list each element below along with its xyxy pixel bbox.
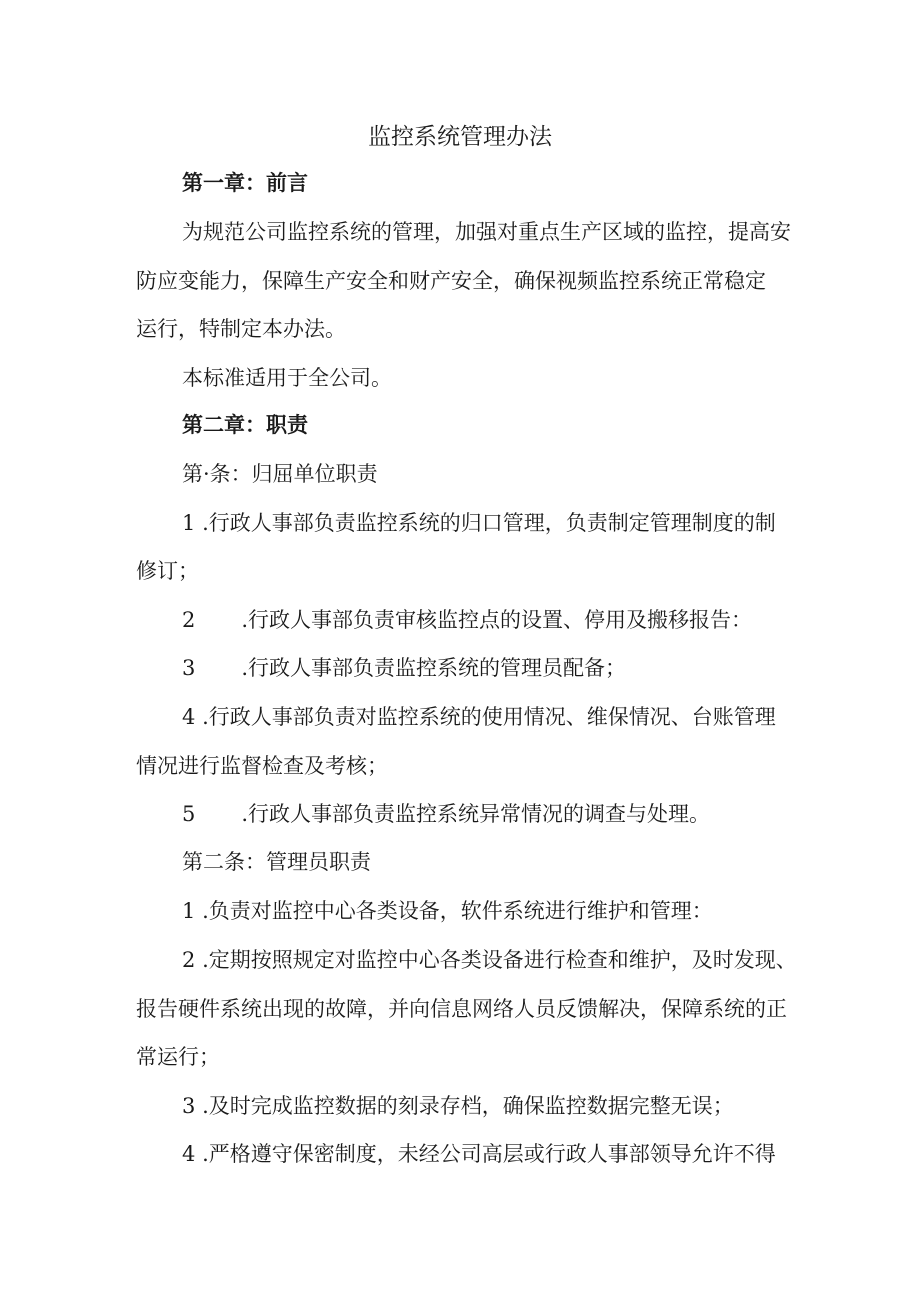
item-number: 1 [182, 899, 196, 923]
article-1-item-4 [182, 704, 776, 730]
item-text: .行政人事部负责监控系统的管理员配备； [241, 656, 627, 680]
item-text: .严格遵守保密制度，未经公司高层或行政人事部领导允许不得 [202, 1142, 776, 1166]
item-number: 3 [182, 656, 196, 680]
item-text: .行政人事部负责监控系统的归口管理，负责制定管理制度的制 [202, 511, 776, 535]
item-number: 2 [182, 948, 196, 972]
article-2-item-1 [182, 898, 713, 924]
article-2-item-2-line-3: 常运行； [136, 1045, 220, 1069]
item-text: .负责对监控中心各类设备，软件系统进行维护和管理： [202, 899, 713, 923]
chapter-1-para-2: 本标准适用于全公司。 [182, 366, 392, 390]
item-text: .及时完成监控数据的刻录存档，确保监控数据完整无误； [202, 1094, 734, 1118]
article-2-item-3 [182, 1093, 734, 1119]
item-number: 3 [182, 1094, 196, 1118]
item-number: 2 [182, 608, 196, 632]
chapter-1-heading: 第一章：前言 [182, 171, 308, 195]
item-text: .行政人事部负责审核监控点的设置、停用及搬移报告： [241, 608, 753, 632]
article-2-item-4 [182, 1141, 776, 1167]
chapter-1-para-1-line-3: 运行，特制定本办法。 [136, 317, 346, 341]
item-number: 4 [182, 705, 196, 729]
item-text: .定期按照规定对监控中心各类设备进行检查和维护，及时发现、 [202, 948, 797, 972]
item-text: .行政人事部负责监控系统异常情况的调查与处理。 [241, 802, 711, 826]
article-2-item-2 [182, 947, 797, 973]
item-number: 5 [182, 802, 196, 826]
article-1-item-5 [182, 801, 710, 827]
article-1-heading: 第·条：归屈单位职责 [182, 462, 378, 486]
article-1-item-1-line-2: 修订； [136, 559, 199, 583]
chapter-1-para-1-line-2: 防应变能力，保障生产安全和财产安全，确保视频监控系统正常稳定 [136, 269, 766, 293]
item-text: .行政人事部负责对监控系统的使用情况、维保情况、台账管理 [202, 705, 776, 729]
item-number: 1 [182, 511, 196, 535]
article-1-item-1 [182, 510, 776, 536]
article-1-item-4-line-2: 情况进行监督检查及考核； [136, 754, 388, 778]
chapter-1-para-1-line-1: 为规范公司监控系统的管理，加强对重点生产区域的监控，提高安 [182, 220, 791, 244]
article-1-item-3 [182, 655, 626, 681]
chapter-2-heading: 第二章：职责 [182, 413, 308, 437]
article-1-item-2 [182, 607, 752, 633]
article-2-item-2-line-2: 报告硬件系统出现的故障，并向信息网络人员反馈解决，保障系统的正 [136, 997, 787, 1021]
item-number: 4 [182, 1142, 196, 1166]
article-2-heading: 第二条：管理员职责 [182, 850, 371, 874]
document-title: 监控系统管理办法 [368, 124, 552, 150]
